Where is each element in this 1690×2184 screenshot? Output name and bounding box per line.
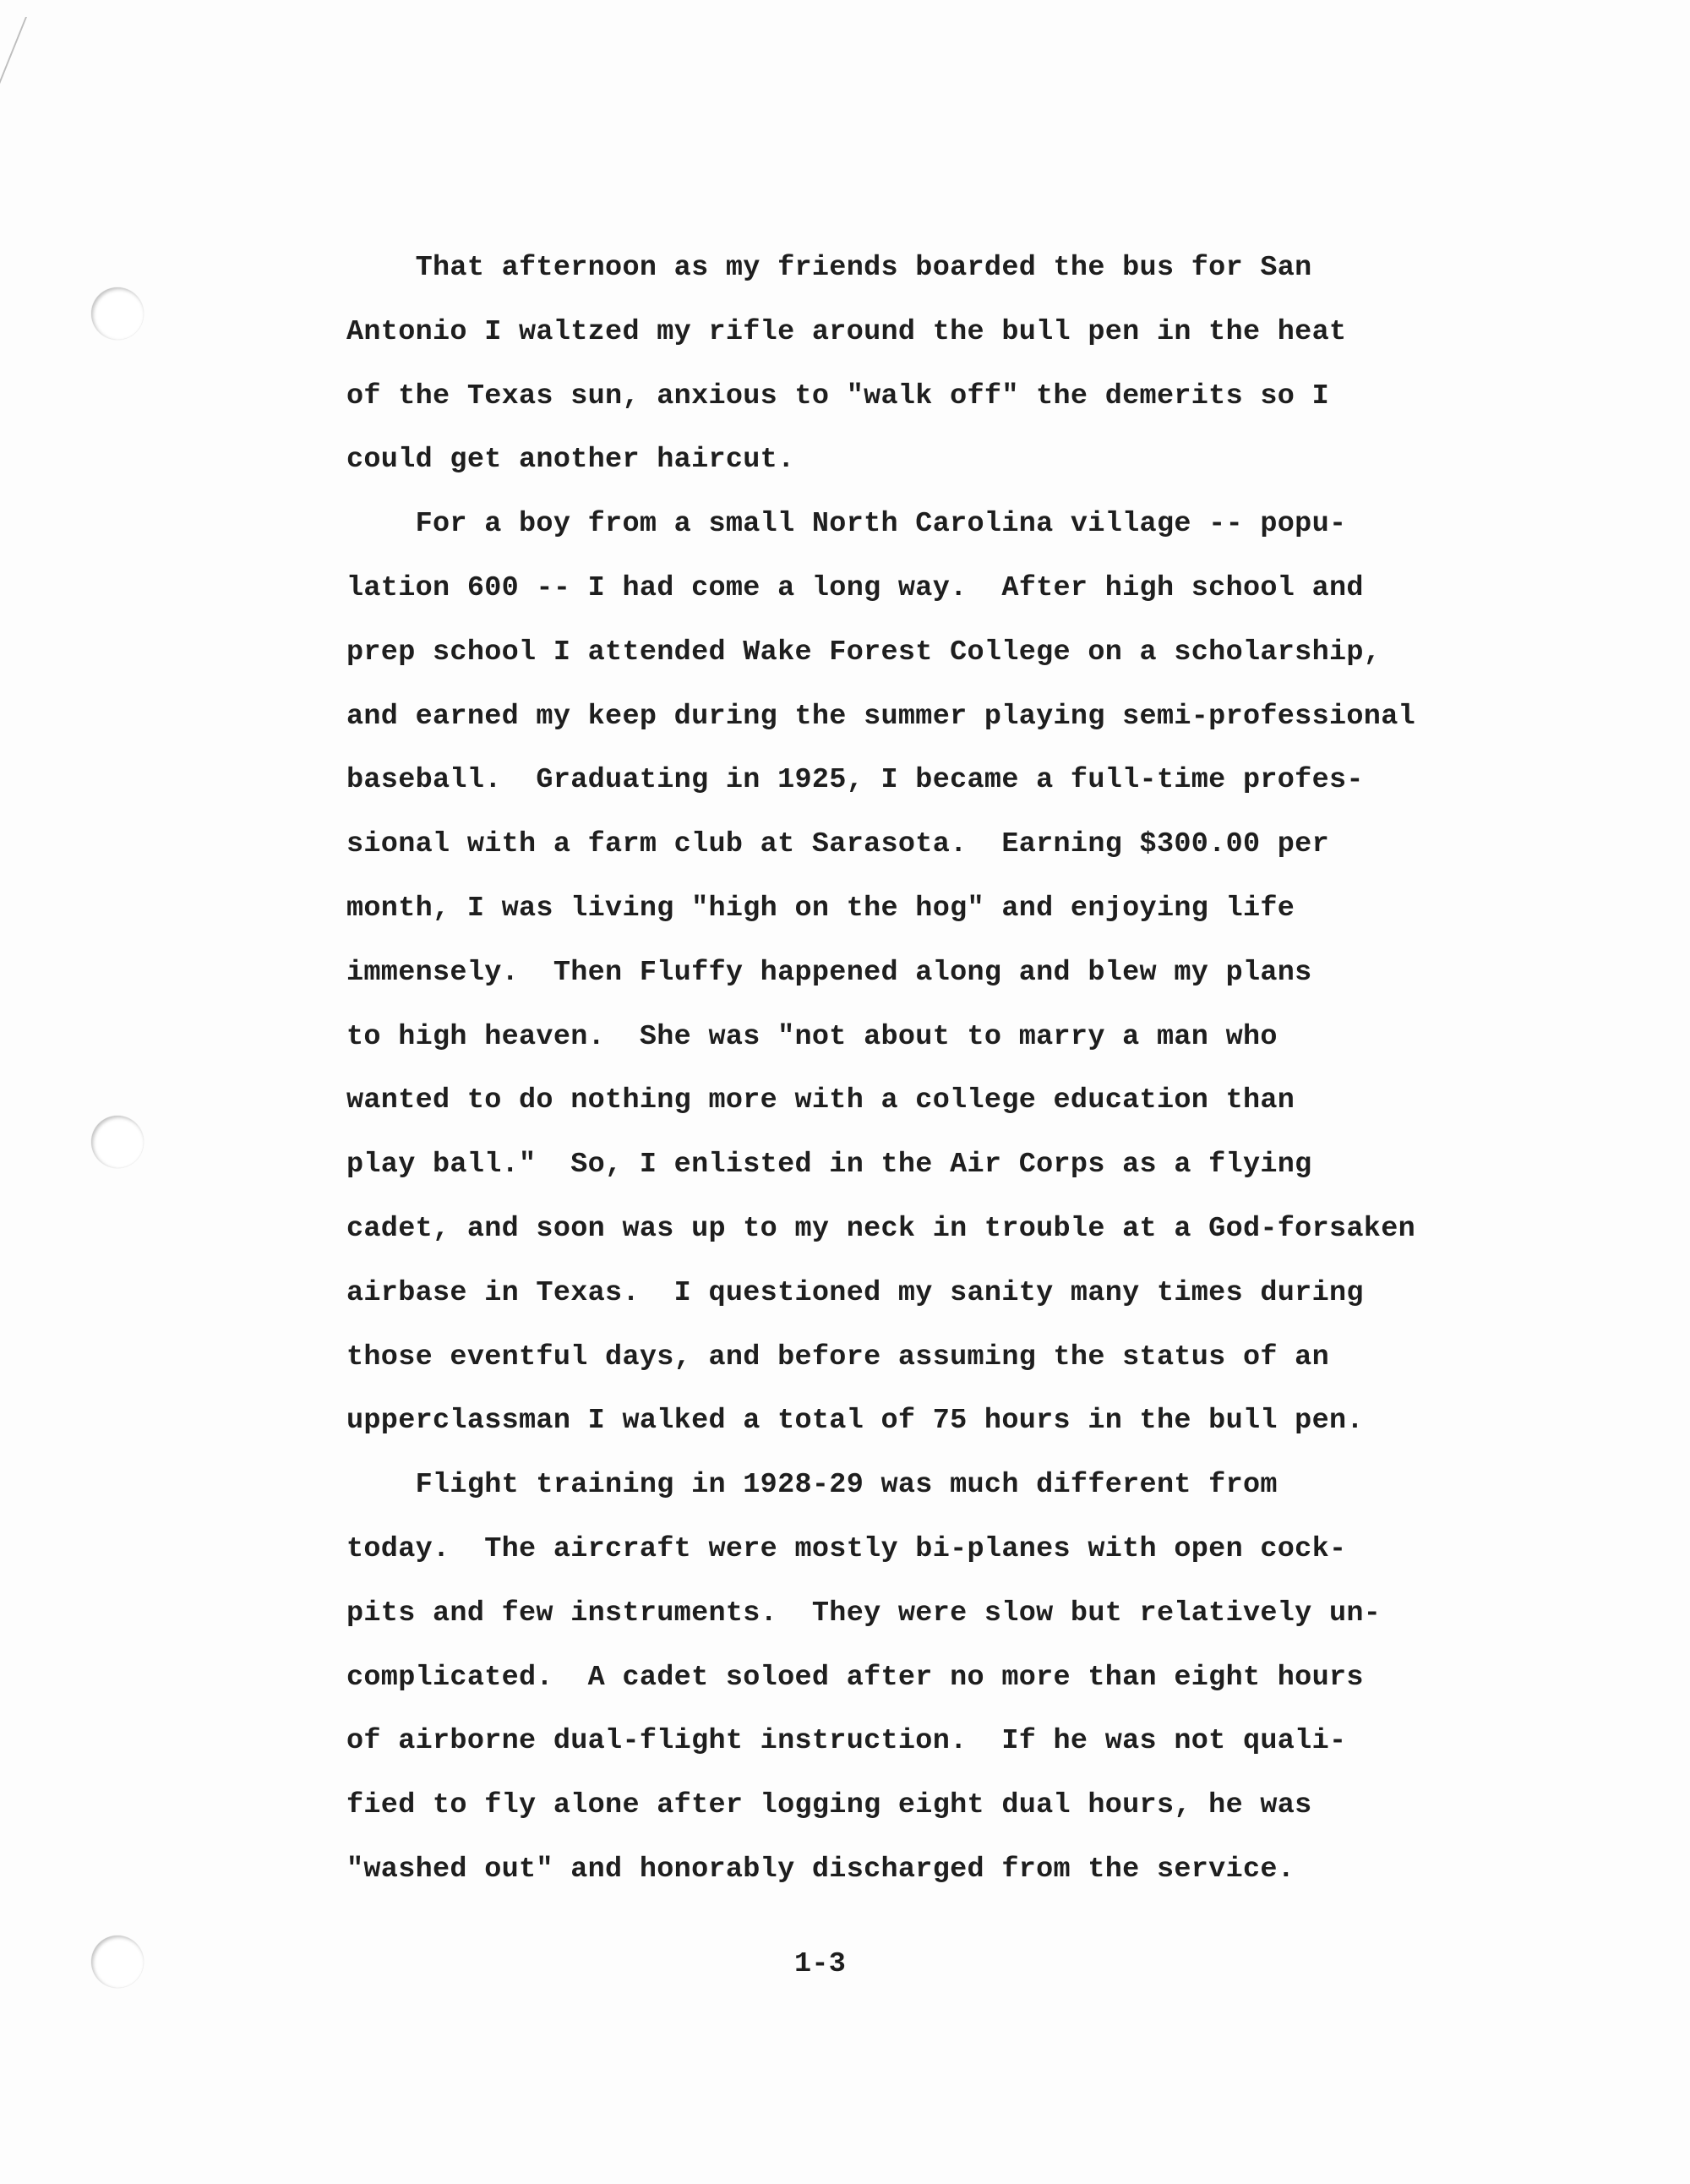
text-line: That afternoon as my friends boarded the bus for San <box>346 252 1312 284</box>
text-line: and earned my keep during the summer playing semi-professional <box>346 700 1416 733</box>
text-line: baseball. Graduating in 1925, I became a full-time profes- <box>346 764 1364 797</box>
text-line: fied to fly alone after logging eight dual hours, he was <box>346 1789 1312 1822</box>
text-line: of the Texas sun, anxious to "walk off" the demerits so I <box>346 379 1329 412</box>
text-line: play ball." So, I enlisted in the Air Corps as a flying <box>346 1149 1312 1182</box>
text-line: lation 600 -- I had come a long way. After high school and <box>346 571 1364 604</box>
punch-hole-top <box>91 287 144 340</box>
punch-hole-middle <box>91 1116 144 1168</box>
body-text <box>346 237 1546 1903</box>
text-line: airbase in Texas. I questioned my sanity many times during <box>346 1276 1364 1309</box>
text-line: of airborne dual-flight instruction. If he was not quali- <box>346 1725 1347 1758</box>
text-line: sional with a farm club at Sarasota. Earning $300.00 per <box>346 828 1329 861</box>
text-line: Antonio I waltzed my rifle around the bull pen in the heat <box>346 315 1347 348</box>
text-line: upperclassman I walked a total of 75 hours in the bull pen. <box>346 1405 1364 1438</box>
text-line: For a boy from a small North Carolina village -- popu- <box>346 508 1347 541</box>
text-line: those eventful days, and before assuming the status of an <box>346 1340 1329 1373</box>
text-line: cadet, and soon was up to my neck in trouble at a God-forsaken <box>346 1212 1416 1245</box>
text-line: wanted to do nothing more with a college education than <box>346 1084 1295 1117</box>
text-line: Flight training in 1928-29 was much different from <box>346 1469 1278 1502</box>
text-line: pits and few instruments. They were slow but relatively un- <box>346 1597 1382 1630</box>
text-line: prep school I attended Wake Forest College on a scholarship, <box>346 636 1382 669</box>
text-line: immensely. Then Fluffy happened along and blew my plans <box>346 956 1312 989</box>
punch-hole-bottom <box>91 1936 144 1988</box>
text-line: month, I was living "high on the hog" and enjoying life <box>346 892 1295 925</box>
page-edge-fold <box>0 17 78 135</box>
text-line: could get another haircut. <box>346 444 795 477</box>
text-line: "washed out" and honorably discharged from the service. <box>346 1853 1295 1886</box>
page-number: 1-3 <box>794 1948 847 1980</box>
text-line: today. The aircraft were mostly bi-planes with open cock- <box>346 1532 1347 1565</box>
text-line: to high heaven. She was "not about to marry a man who <box>346 1020 1278 1053</box>
text-line: complicated. A cadet soloed after no more than eight hours <box>346 1661 1364 1694</box>
